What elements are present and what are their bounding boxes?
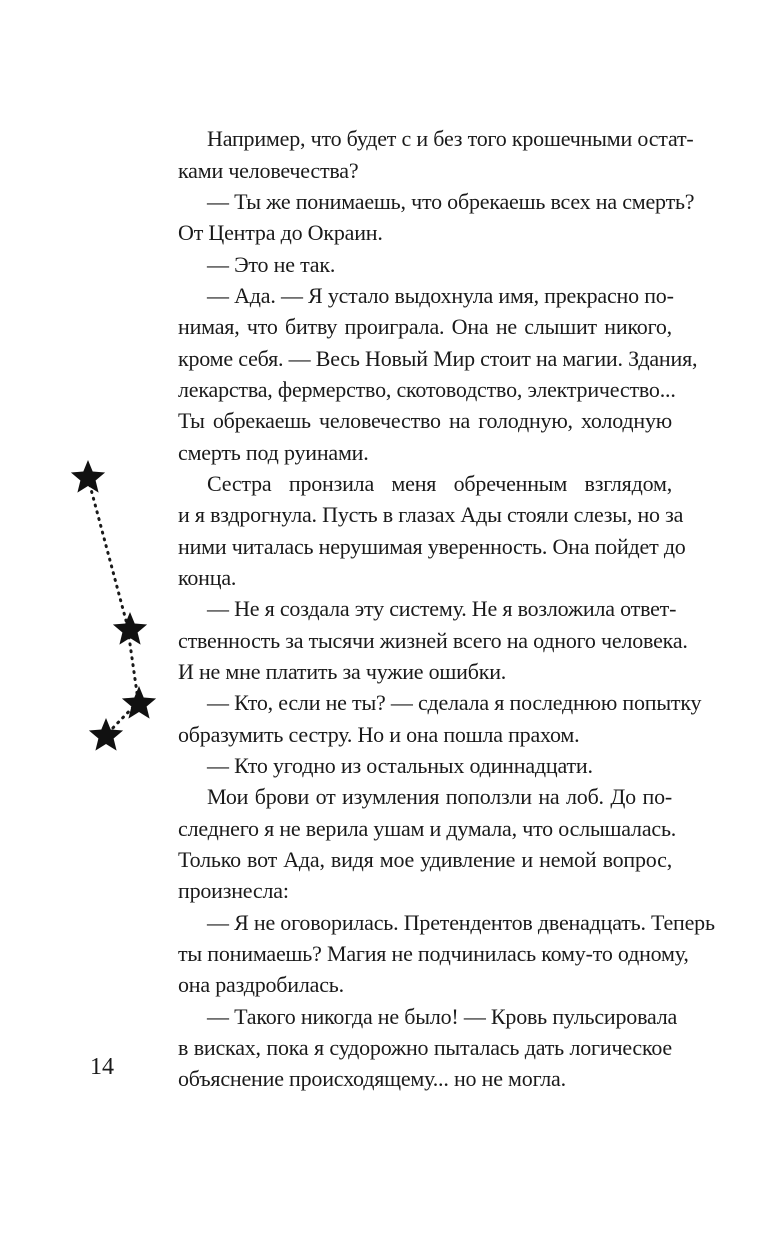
- text-line: — Это не так.: [207, 252, 336, 277]
- text-line: лекарства, фермерство, скотоводство, электричество...: [178, 377, 676, 402]
- text-line: И не мне платить за чужие ошибки.: [178, 659, 507, 684]
- star-icon: [113, 612, 147, 645]
- page-number: 14: [90, 1054, 114, 1080]
- text-line: она раздробилась.: [178, 972, 344, 997]
- text-line: произнесла:: [178, 878, 289, 903]
- text-line: От Центра до Окраин.: [178, 220, 383, 245]
- text-line: и я вздрогнула. Пусть в глазах Ады стояли слезы, но за: [178, 502, 684, 527]
- text-line: — Ада. — Я устало выдохнула имя, прекрасно по-: [207, 283, 674, 308]
- text-line: Например, что будет с и без того крошечными остат-: [207, 126, 694, 151]
- text-line: — Такого никогда не было! — Кровь пульсировала: [207, 1004, 678, 1029]
- text-line: ками человечества?: [178, 158, 359, 183]
- text-line: ты понимаешь? Магия не подчинилась кому-то одному,: [178, 941, 689, 966]
- text-line: — Кто, если не ты? — сделала я последнюю попытку: [207, 690, 702, 715]
- star-icon: [71, 460, 105, 493]
- text-line: Ты обрекаешь человечество на голодную, холодную: [178, 408, 672, 433]
- text-line: конца.: [178, 565, 237, 590]
- text-line: кроме себя. — Весь Новый Мир стоит на магии. Здания,: [178, 346, 698, 371]
- text-line: следнего я не верила ушам и думала, что ослышалась.: [178, 816, 677, 841]
- text-line: — Не я создала эту систему. Не я возложила ответ-: [207, 596, 677, 621]
- text-line: Сестра пронзила меня обреченным взглядом,: [207, 471, 672, 496]
- text-line: объяснение происходящему... но не могла.: [178, 1066, 566, 1091]
- text-line: нимая, что битву проиграла. Она не слышит никого,: [178, 314, 672, 339]
- constellation-dotted-path: [88, 478, 138, 733]
- text-line: Только вот Ада, видя мое удивление и немой вопрос,: [178, 847, 672, 872]
- text-line: смерть под руинами.: [178, 440, 369, 465]
- text-line: ственность за тысячи жизней всего на одного человека.: [178, 628, 688, 653]
- text-line: — Я не оговорилась. Претендентов двенадцать. Теперь: [207, 910, 715, 935]
- text-line: — Кто угодно из остальных одиннадцати.: [207, 753, 593, 778]
- text-line: образумить сестру. Но и она пошла прахом.: [178, 722, 580, 747]
- text-line: Мои брови от изумления поползли на лоб. До по-: [207, 784, 672, 809]
- text-line: в висках, пока я судорожно пыталась дать логическое: [178, 1035, 672, 1060]
- text-line: ними читалась нерушимая уверенность. Она пойдет до: [178, 534, 686, 559]
- text-line: — Ты же понимаешь, что обрекаешь всех на смерть?: [207, 189, 695, 214]
- constellation-icon: [0, 0, 200, 780]
